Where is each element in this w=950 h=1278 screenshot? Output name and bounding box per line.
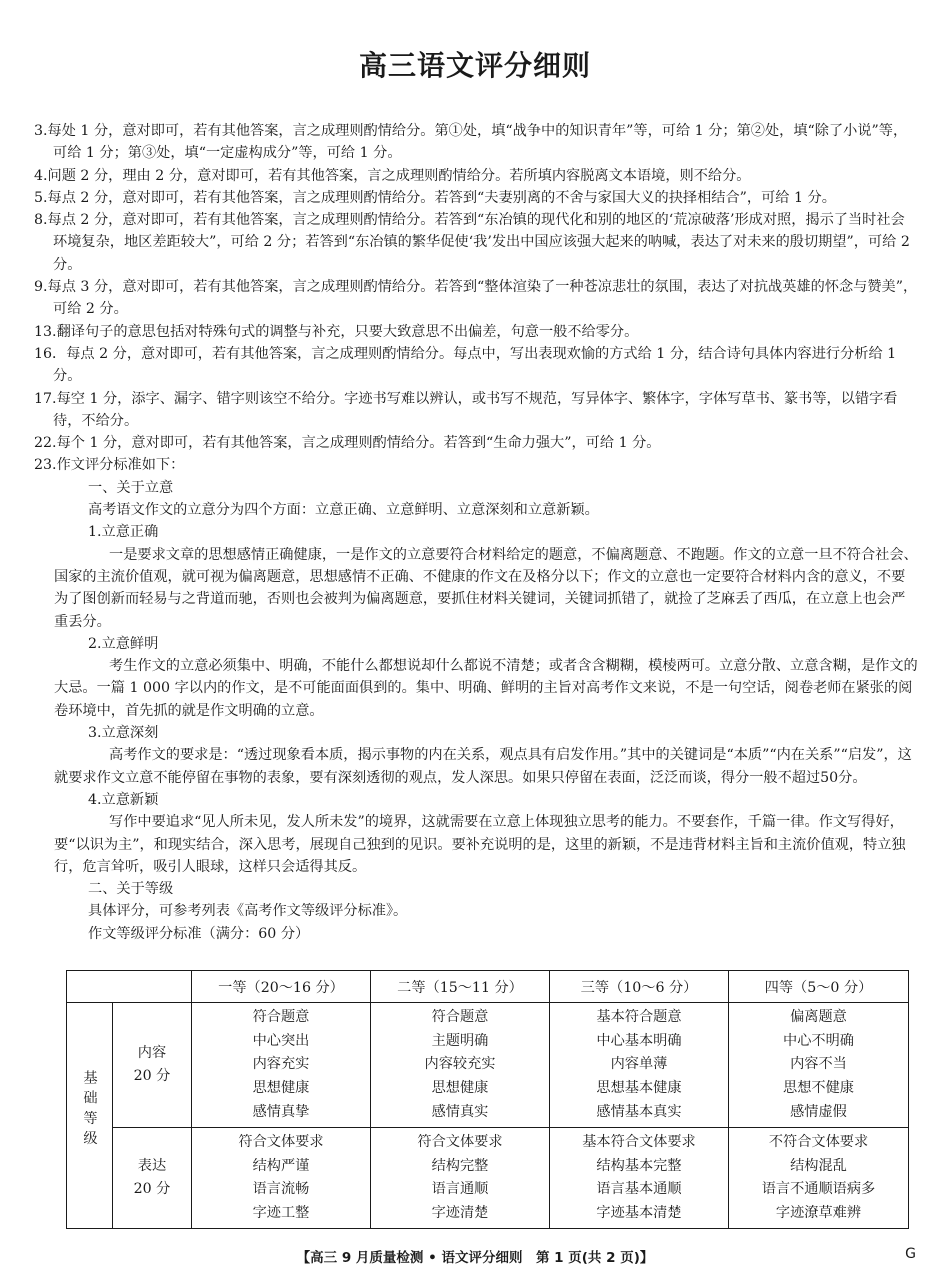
cell-line: 基本符合题意 [596,1009,682,1026]
cell-line: 感情真实 [431,1103,489,1120]
cell-line: 思想不健康 [783,1080,854,1097]
rule-item: 3.每处 1 分，意对即可，若有其他答案，言之成理则酌情给分。第①处，填“战争中的知识青年”等，可给 1 分；第②处，填“除了小说”等，可给 1 分；第③处，填“一定虚构成分”等，可给 1 分。 [34,123,908,162]
paragraph: 考生作文的立意必须集中、明确，不能什么都想说却什么都说不清楚；或者含含糊糊，模棱两可。立意分散、立意含糊，是作文的大忌。一篇 1 000 字以内的作文，是不可能面面俱到的。集中、明确、鲜明的主旨对高考作文来说，不是一句空话，阅卷老师在紧张的阅卷环境中，首先抓的就是作文明确的立意。 [54,658,918,719]
subsection-heading: 3.立意深刻 [88,725,159,742]
table-cell [192,1128,371,1229]
cell-line: 思想健康 [431,1080,489,1097]
row-label-name: 表达 [137,1157,167,1174]
row-label [113,1128,192,1229]
group-label-text: 基础等级 [81,1069,98,1151]
table-row [67,1003,909,1128]
cell-line: 结构混乱 [790,1157,847,1174]
cell-line: 结构基本完整 [596,1157,682,1174]
cell-line: 符合文体要求 [417,1134,503,1151]
rule-item: 16．每点 2 分，意对即可，若有其他答案，言之成理则酌情给分。每点中，写出表现欢愉的方式给 1 分，结合诗句具体内容进行分析给 1 分。 [34,345,897,385]
paragraph: 高考作文的要求是：“透过现象看本质，揭示事物的内在关系，观点具有启发作用。”其中的关键词是“本质”“内在关系”“启发”，这就要求作文立意不能停留在事物的表象，要有深刻透彻的观点，发人深思。如果只停留在表面，泛泛而谈，得分一般不超过50分。 [54,747,912,786]
table-cell [550,1128,729,1229]
table-cell [729,1003,909,1128]
page-title: 高三语文评分细则 [358,49,591,82]
rule-item: 23.作文评分标准如下： [34,457,185,474]
reference-text: 具体评分，可参考列表《高考作文等级评分标准》。 [88,903,408,920]
grading-table [66,970,909,1229]
rule-item: 5.每点 2 分，意对即可，若有其他答案，言之成理则酌情给分。若答到“夫妻别离的不舍与家国大义的抉择相结合”，可给 1 分。 [34,189,836,206]
cell-line: 感情基本真实 [596,1103,682,1120]
cell-line: 字迹基本清楚 [596,1204,682,1221]
page-footer: 【高三 9 月质量检测 • 语文评分细则 第 1 页(共 2 页)】 [296,1250,654,1266]
table-header-row [67,971,909,1003]
grade-header: 一等（20～16 分） [192,971,371,1003]
table-cell [192,1003,371,1128]
rule-item: 8.每点 2 分，意对即可，若有其他答案，言之成理则酌情给分。若答到“东冶镇的现代化和别的地区的‘荒凉破落’形成对照，揭示了当时社会环境复杂，地区差距较大”，可给 2 分；若答到“东冶镇的繁华促使‘我’发出中国应该强大起来的呐喊，表达了对未来的殷切期望”，可给 2 分。 [34,212,910,273]
cell-line: 语言基本通顺 [596,1181,682,1198]
rule-item: 4.问题 2 分，理由 2 分，意对即可，若有其他答案，言之成理则酌情给分。若所填内容脱离文本语境，则不给分。 [34,167,751,184]
grade-header: 四等（5～0 分） [729,971,909,1003]
cell-line: 内容不当 [790,1056,847,1073]
cell-line: 语言通顺 [431,1181,489,1198]
cell-line: 不符合文体要求 [768,1134,869,1151]
cell-line: 内容充实 [252,1056,310,1073]
cell-line: 结构严谨 [252,1157,310,1174]
row-label-name: 内容 [137,1044,167,1061]
cell-line: 思想基本健康 [596,1080,682,1097]
cell-line: 结构完整 [431,1157,489,1174]
table-cell [729,1128,909,1229]
subsection-heading: 4.立意新颖 [88,791,159,808]
section-heading: 一、关于立意 [88,479,174,496]
cell-line: 偏离题意 [790,1009,847,1026]
rule-item: 13.翻译句子的意思包括对特殊句式的调整与补充，只要大致意思不出偏差，句意一般不给零分。 [34,323,639,340]
row-label [113,1003,192,1128]
group-label [67,1003,113,1229]
cell-line: 符合题意 [252,1009,310,1026]
cell-line: 内容单薄 [610,1056,668,1073]
grade-header: 二等（15～11 分） [371,971,550,1003]
cell-line: 中心不明确 [783,1032,854,1049]
section-heading: 二、关于等级 [88,881,174,898]
row-label-score: 20 分 [133,1068,171,1085]
scoring-rules [34,120,918,945]
cell-line: 符合题意 [431,1009,489,1026]
cell-line: 基本符合文体要求 [582,1134,696,1151]
cell-line: 符合文体要求 [238,1134,324,1151]
cell-line: 中心基本明确 [596,1032,682,1049]
cell-line: 字迹潦草难辨 [775,1204,862,1221]
rule-item: 9.每点 3 分，意对即可，若有其他答案，言之成理则酌情给分。若答到“整体渲染了一种苍凉悲壮的氛围，表达了对抗战英雄的怀念与赞美”，可给 2 分。 [34,279,918,318]
corner-mark: G [905,1246,916,1262]
rule-item: 17.每空 1 分，添字、漏字、错字则该空不给分。字迹书写难以辨认，或书写不规范，写异体字、繁体字，字体写草书、篆书等，以错字看待，不给分。 [34,390,898,429]
paragraph: 写作中要追求“见人所未见，发人所未发”的境界，这就需要在立意上体现独立思考的能力。不要套作，千篇一律。作文写得好，要“以识为主”，和现实结合，深入思考，展现自己独到的见识。要补充说明的是，这里的新颖，不是违背材料主旨和主流价值观，特立独行，危言耸听，吸引人眼球，这样只会适得其反。 [54,814,906,875]
cell-line: 感情真挚 [252,1103,310,1120]
intro-text: 高考语文作文的立意分为四个方面：立意正确、立意鲜明、立意深刻和立意新颖。 [88,502,599,519]
paragraph: 一是要求文章的思想感情正确健康，一是作文的立意要符合材料给定的题意，不偏离题意、不跑题。作文的立意一旦不符合社会、国家的主流价值观，就可视为偏离题意，思想感情不正确、不健康的作文在及格分以下；作文的立意也一定要符合材料内含的意义，不要为了图创新而轻易与之背道而驰，否则也会被判为偏离题意，要抓住材料关键词，关键词抓错了，就捡了芝麻丢了西瓜，在立意上也会严重丢分。 [54,546,918,630]
cell-line: 字迹清楚 [431,1204,489,1221]
grade-header: 三等（10～6 分） [550,971,729,1003]
subsection-heading: 2.立意鲜明 [88,635,159,652]
table-row [67,1128,909,1229]
cell-line: 字迹工整 [252,1204,310,1221]
empty-header-cell [67,971,192,1003]
cell-line: 主题明确 [431,1032,489,1049]
table-caption: 作文等级评分标准（满分：60 分） [88,925,310,942]
cell-line: 中心突出 [252,1032,310,1049]
subsection-heading: 1.立意正确 [88,524,159,541]
table-cell [371,1003,550,1128]
cell-line: 语言不通顺语病多 [761,1181,876,1198]
rule-item: 22.每个 1 分，意对即可，若有其他答案，言之成理则酌情给分。若答到“生命力强大”，可给 1 分。 [34,435,661,452]
cell-line: 内容较充实 [424,1056,496,1073]
table-cell [371,1128,550,1229]
cell-line: 感情虚假 [790,1103,847,1120]
cell-line: 思想健康 [252,1080,310,1097]
table-cell [550,1003,729,1128]
row-label-score: 20 分 [133,1181,171,1198]
cell-line: 语言流畅 [252,1181,310,1198]
